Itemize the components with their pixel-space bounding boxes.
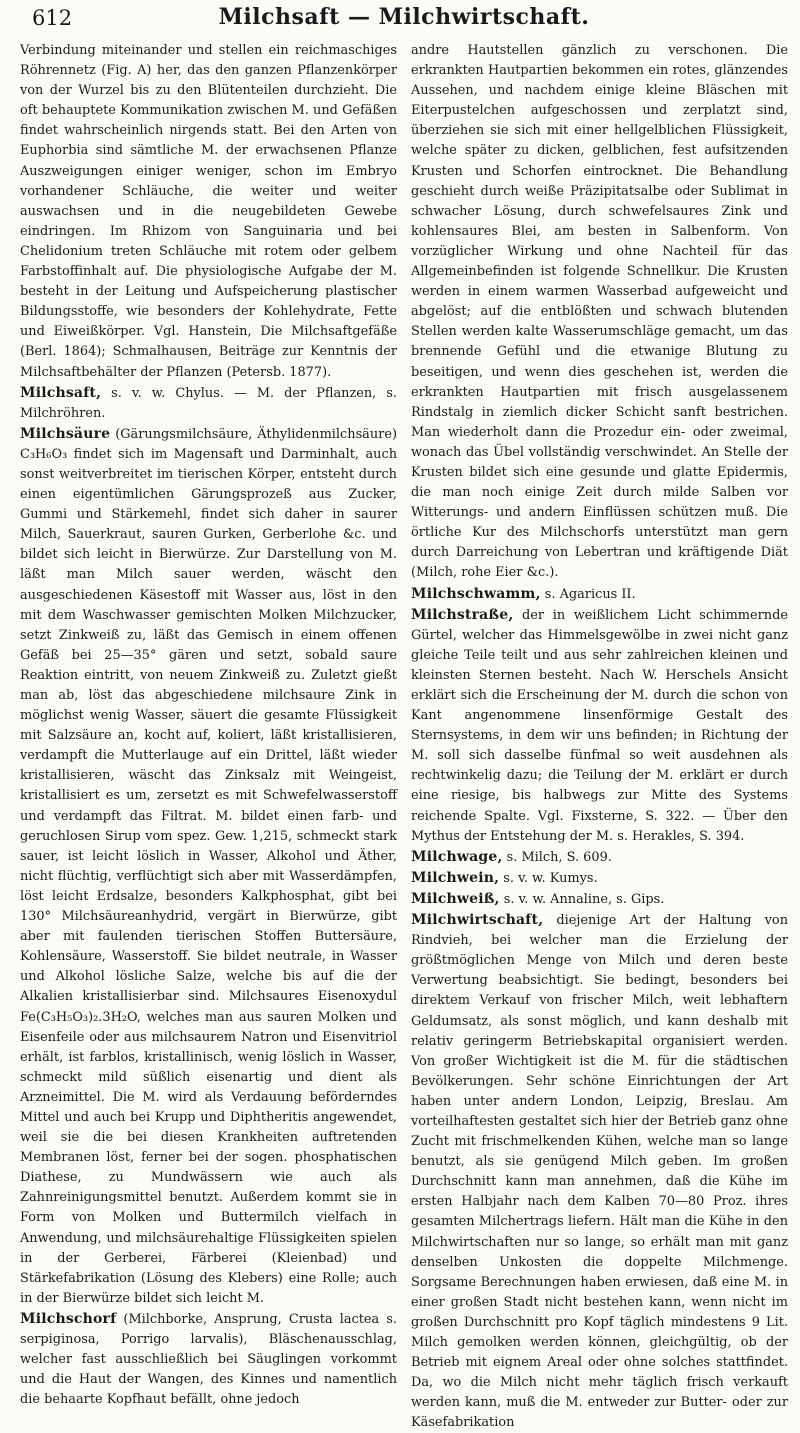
- entry-text: s. Milch, S. 609.: [502, 849, 612, 865]
- entry-text: (Gärungsmilchsäure, Äthylidenmilchsäure) C₃H₆O₃ findet sich im Magensaft und Darminhalt, auch sonst weitverbreitet im tierischen Körper, entsteht durch einen eigentümlichen Gärungsprozeß aus Zucker, Gummi und Stärkemehl, findet sich daher in saurer Milch, Sauerkraut, sauren Gurken, Gerberlohe &c. und bildet sich leicht in Bierwürze. Zur Darstellung von M. läßt man Milch sauer werden, wäscht den ausgeschiedenen Käsestoff mit Wasser aus, löst in den mit dem Waschwasser gemischten Molken Milchzucker, setzt Zinkweiß zu, läßt das Gemisch in einem offenen Gefäß bei 25—35° gären und setzt, sobald saure Reaktion eintritt, von neuem Zinkweiß zu. Zuletzt gießt man ab, löst das abgeschiedene milchsaure Zink in möglichst wenig Wasser, säuert die gesamte Flüssigkeit mit Salzsäure an, kocht auf, koliert, läßt kristallisieren, verdampft die Mutterlauge auf ein Drittel, läßt wieder kristallisieren, wäscht das Zinksalz mit Weingeist, kristallisiert es um, zersetzt es mit Schwefelwasserstoff und verdampft das Filtrat. M. bildet einen farb- und geruchlosen Sirup vom spez. Gew. 1,215, schmeckt stark sauer, ist leicht löslich in Wasser, Alkohol und Äther, nicht flüchtig, verflüchtigt sich aber mit Wasserdämpfen, löst leicht Erdsalze, besonders Kalkphosphat, gibt bei 130° Milchsäureanhydrid, vergärt in Bierwürze, gibt aber mit faulenden tierischen Stoffen Buttersäure, Kohlensäure, Wasserstoff. Sie bildet neutrale, in Wasser und Alkohol lösliche Salze, welche bis auf die der Alkalien kristallisierbar sind. Milchsaures Eisenoxydul Fe(C₃H₅O₃)₂.3H₂O, welches man aus sauren Molken und Eisenfeile oder aus milchsaurem Natron und Eisenvitriol erhält, ist farblos, kristallinisch, wenig löslich in Wasser, schmeckt mild süßlich eisenartig und dient als Arzneimittel. Die M. wird als Verdauung beförderndes Mittel und auch bei Krupp und Diphtheritis angewendet, weil sie die bei diesen Krankheiten auftretenden Membranen löst, ferner bei der sogen. phosphatischen Diathese, zu Mundwässern wie auch als Zahnreinigungsmittel benutzt. Außerdem kommt sie in Form von Molken und Buttermilch vielfach in Anwendung, und milchsäurehaltige Flüssigkeiten spielen in der Gerberei, Färberei (Kleienbad) und Stärkefabrikation (Lösung des Klebers) eine Rolle; auch in der Bierwürze bildet sich leicht M.: [20, 426, 397, 1306]
- entry-headword: Milchschorf: [20, 1310, 117, 1327]
- right-column: [411, 40, 788, 1431]
- entry-text: s. Agaricus II.: [540, 586, 636, 602]
- running-title: Milchsaft — Milchwirtschaft.: [218, 4, 590, 30]
- entry-text: andre Hautstellen gänzlich zu verschonen. Die erkrankten Hautpartien bekommen ein rotes, glänzendes Aussehen, und nachdem einige kleine Bläschen mit Eiterpustelchen aufgeschossen und zerplatzt sind, überziehen sie sich mit einer hellgelblichen Flüssigkeit, welche später zu dicken, gelblichen, fest aufsitzenden Krusten und Schorfen eintrocknet. Die Behandlung geschieht durch weiße Präzipitatsalbe oder Sublimat in schwacher Lösung, durch schwefelsaures Zink und kohlensaures Blei, am besten in Salbenform. Von vorzüglicher Wirkung und ohne Nachteil für das Allgemeinbefinden ist folgende Schnellkur. Die Krusten werden in einem warmen Wasserbad aufgeweicht und abgelöst; auf die entblößten und schwach blutenden Stellen werden kalte Wasserumschläge gemacht, um das brennende Gefühl und die etwanige Blutung zu beseitigen, und wenn dies geschehen ist, werden die erkrankten Hautpartien mit frisch ausgelassenem Rindstalg in ziemlich dicker Schicht sanft bestrichen. Man wiederholt dann die Prozedur ein- oder zweimal, wonach das Übel vollständig verschwindet. An Stelle der Krusten bildet sich eine gesunde und glatte Epidermis, die man noch einige Zeit durch milde Salben vor Witterungs- und andern Einflüssen schützen muß. Die örtliche Kur des Milchschorfs unterstützt man gern durch Darreichung von Lebertran und kräftigende Diät (Milch, rohe Eier &c.).: [411, 43, 788, 581]
- entry-headword: Milchsaft,: [20, 384, 102, 401]
- left-column: [20, 40, 397, 1408]
- entry-headword: Milchsäure: [20, 425, 111, 442]
- entry-headword: Milchstraße,: [411, 606, 514, 623]
- entry-text: s. v. w. Chylus. — M. der Pflanzen, s. Milchröhren.: [20, 385, 397, 421]
- entry-text: s. v. w. Kumys.: [499, 870, 598, 886]
- page-header: [20, 0, 788, 40]
- entry-headword: Milchschwamm,: [411, 585, 541, 602]
- entry-milchwein: [411, 868, 788, 889]
- entry-headword: Milchwirtschaft,: [411, 912, 544, 929]
- entry-milchsaft: [20, 383, 397, 424]
- entry-continuation: [20, 40, 397, 383]
- entry-milchwage: [411, 847, 788, 868]
- entry-text: s. v. w. Annaline, s. Gips.: [499, 891, 665, 907]
- page-number: 612: [32, 6, 73, 30]
- entry-milchsaeure: [20, 424, 397, 1309]
- entry-headword: Milchweiß,: [411, 890, 500, 907]
- entry-headword: Milchwein,: [411, 869, 500, 886]
- entry-headword: Milchwage,: [411, 848, 503, 865]
- entry-text: Verbindung miteinander und stellen ein reichmaschiges Röhrennetz (Fig. A) her, das den ganzen Pflanzenkörper von der Wurzel bis zu den Blütenteilen durchzieht. Die oft behauptete Kommunikation zwischen M. und Gefäßen findet wahrscheinlich nirgends statt. Bei den Arten von Euphorbia sind sämtliche M. der erwachsenen Pflanze Auszweigungen einiger weniger, schon im Embryo vorhandener Schläuche, die weiter und weiter auswachsen und in die neugebildeten Gewebe eindringen. Im Rhizom von Sanguinaria und bei Chelidonium treten Schläuche mit rotem oder gelbem Farbstoffinhalt auf. Die physiologische Aufgabe der M. besteht in der Leitung und Aufspeicherung plastischer Bildungsstoffe, wie besonders der Kohlehydrate, Fette und Eiweißkörper. Vgl. Hanstein, Die Milchsaftgefäße (Berl. 1864); Schmalhausen, Beiträge zur Kenntnis der Milchsaftbehälter der Pflanzen (Petersb. 1877).: [20, 43, 397, 380]
- entry-continuation: [411, 40, 788, 584]
- entry-milchschorf: [20, 1309, 397, 1410]
- entry-milchstrasse: [411, 605, 788, 847]
- entry-text: der in weißlichem Licht schimmernde Gürtel, welcher das Himmelsgewölbe in zwei nicht ganz gleiche Teile teilt und aus sehr zahlreichen kleinen und kleinsten Sternen besteht. Nach W. Herschels Ansicht erklärt sich die Erscheinung der M. durch die schon von Kant angenommene linsenförmige Gestalt des Sternsystems, in dem wir uns befinden; in Richtung der M. soll sich dasselbe fünfmal so weit ausdehnen als rechtwinkelig dazu; die Teilung der M. erklärt er durch eine riesige, bis halbwegs zur Mitte des Systems reichende Spalte. Vgl. Fixsterne, S. 322. — Über den Mythus der Entstehung der M. s. Herakles, S. 394.: [411, 607, 788, 844]
- entry-text: (Milchborke, Ansprung, Crusta lactea s. serpiginosa, Porrigo larvalis), Bläschenausschlag, welcher fast ausschließlich bei Säuglingen vorkommt und die Haut der Wangen, des Kinnes und namentlich die behaarte Kopfhaut befällt, ohne jedoch: [20, 1311, 397, 1408]
- text-columns: [20, 40, 788, 1431]
- entry-milchschwamm: [411, 584, 788, 605]
- entry-milchweiss: [411, 889, 788, 910]
- entry-milchwirtschaft: [411, 910, 788, 1433]
- entry-text: diejenige Art der Haltung von Rindvieh, bei welcher man die Erzielung der größtmöglichen Menge von Milch und deren beste Verwertung beabsichtigt. Sie bedingt, besonders bei direktem Verkauf von frischer Milch, weit lebhaftern Geldumsatz, als sonst möglich, und kann deshalb mit relativ geringerm Betriebskapital organisiert werden. Von großer Wichtigkeit ist die M. für die städtischen Bevölkerungen. Sehr schöne Einrichtungen der Art haben unter andern London, Leipzig, Breslau. Am vorteilhaftesten gestaltet sich hier der Betrieb ganz ohne Zucht mit frischmelkenden Kühen, welche man so lange benutzt, als sie genügend Milch geben. Im großen Durchschnitt kann man annehmen, daß die Kühe im ersten Halbjahr nach dem Kalben 70—80 Proz. ihres gesamten Milchertrags liefern. Hält man die Kühe in den Milchwirtschaften nur so lange, so erhält man mit ganz denselben Unkosten die doppelte Milchmenge. Sorgsame Berechnungen haben erwiesen, daß eine M. in einer großen Stadt nicht bestehen kann, wenn nicht im großen Durchschnitt pro Kopf täglich mindestens 9 Lit. Milch gemolken werden können, gleichgültig, ob der Betrieb mit eignem Areal oder ohne solches stattfindet. Da, wo die Milch nicht mehr täglich frisch verkauft werden kann, muß die M. entweder zur Butter- oder zur Käsefabrikation: [411, 913, 788, 1431]
